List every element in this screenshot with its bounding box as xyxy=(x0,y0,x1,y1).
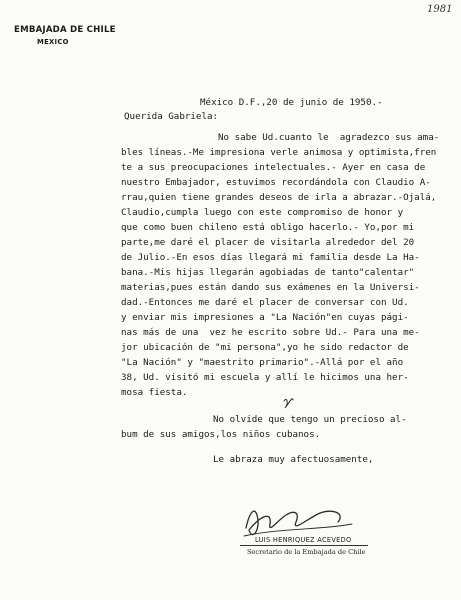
signature-rule xyxy=(240,545,368,546)
body-line: bles líneas.-Me impresiona verle animosa y optimista,fren xyxy=(121,147,437,158)
body-line: jor ubicación de "mi persona",yo he sido redactor de xyxy=(121,342,409,353)
body-line: mosa fiesta. xyxy=(121,387,188,398)
body-line: dad.-Entonces me daré el placer de conversar con Ud. xyxy=(121,297,409,308)
body-line: que como buen chileno está obligo hacerlo.- Yo,por mi xyxy=(121,222,415,233)
body-line: de Julio.-En esos días llegará mi familia desde La Ha- xyxy=(121,252,420,263)
body-line: rrau,quien tiene grandes deseos de irla a abrazar.-Ojalá, xyxy=(121,192,437,203)
closing-line: bum de sus amigos,los niños cubanos. xyxy=(121,429,321,440)
body-line: parte,me daré el placer de visitarla alrededor del 20 xyxy=(121,237,415,248)
body-line: bana.-Mis hijas llegarán agobiadas de tanto"calentar" xyxy=(121,267,415,278)
signatory-name: LUIS HENRIQUEZ ACEVEDO xyxy=(255,536,352,544)
page-number: 1981 xyxy=(427,4,453,15)
body-line: No sabe Ud.cuanto le agradezco sus ama- xyxy=(218,132,440,143)
body-line: materias,pues están dando sus exámenes en la Universi- xyxy=(121,282,420,293)
date-line: México D.F.,20 de junio de 1950.- xyxy=(200,97,383,108)
farewell-line: Le abraza muy afectuosamente, xyxy=(213,454,374,465)
letterhead-city: MEXICO xyxy=(37,38,69,46)
body-line: y enviar mis impresiones a "La Nación"en cuyas pági- xyxy=(121,312,409,323)
body-line: 38, Ud. visitó mi escuela y allí le hicimos una her- xyxy=(121,372,409,383)
salutation: Querida Gabriela: xyxy=(124,111,219,122)
closing-line: No olvide que tengo un precioso al- xyxy=(213,414,407,425)
signatory-title: Secretario de la Embajada de Chile xyxy=(247,548,366,556)
body-line: te a sus preocupaciones intelectuales.- Ayer en casa de xyxy=(121,162,426,173)
body-line: "La Nación" y "maestrito primario".-Allá por el año xyxy=(121,357,404,368)
body-line: nas más de una vez he escrito sobre Ud.- Para una me- xyxy=(121,327,420,338)
letterhead-embassy: EMBAJADA DE CHILE xyxy=(14,25,116,35)
body-line: nuestro Embajador, estuvimos recordándola con Claudio A- xyxy=(121,177,431,188)
body-line: Claudio,cumpla luego con este compromiso de honor y xyxy=(121,207,404,218)
